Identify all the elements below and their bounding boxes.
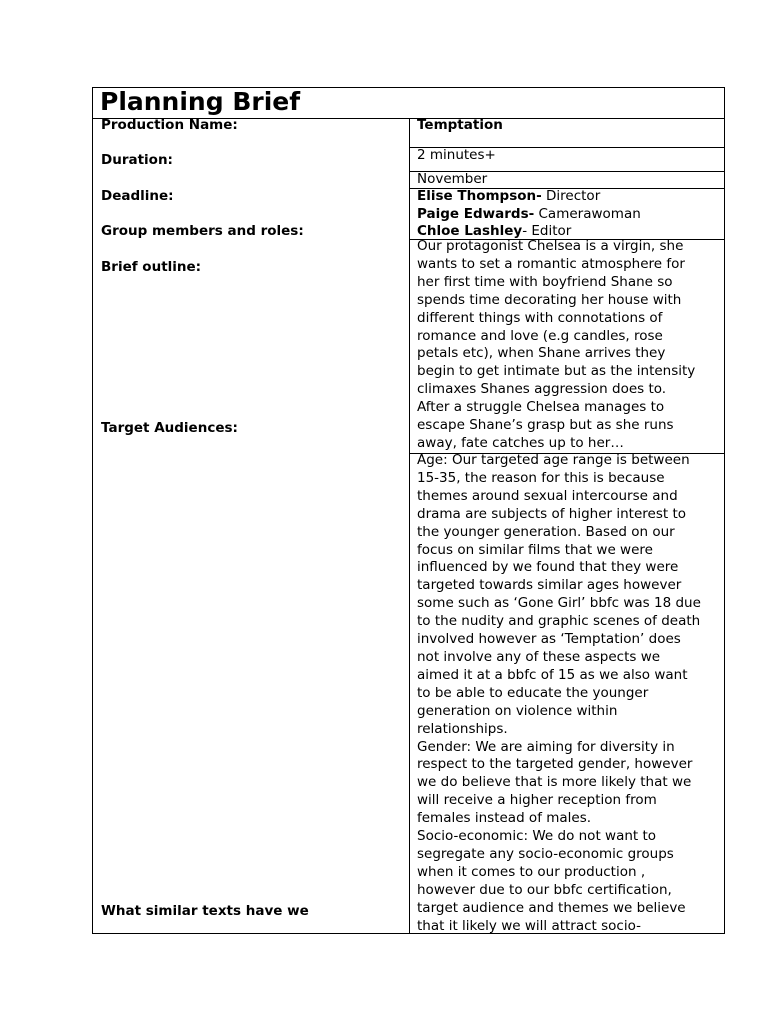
member-role: - Editor — [522, 223, 572, 239]
text-line: begin to get intimate but as the intensity — [417, 363, 696, 380]
member-role: Director — [541, 188, 601, 204]
member-row — [417, 187, 600, 205]
text-line: to the nudity and graphic scenes of death — [417, 613, 701, 630]
member-role: Camerawoman — [534, 206, 641, 222]
text-line: 15-35, the reason for this is because — [417, 469, 665, 486]
text-line: we do believe that is more likely that we — [417, 774, 692, 791]
label-brief-outline: Brief outline: — [101, 259, 202, 275]
text-line: some such as ‘Gone Girl’ bbfc was 18 due — [417, 595, 701, 612]
label-group-members: Group members and roles: — [101, 223, 304, 239]
text-line: her first time with boyfriend Shane so — [417, 273, 673, 290]
member-name: Paige Edwards- — [417, 206, 535, 222]
text-line: Age: Our targeted age range is between — [417, 452, 690, 468]
label-similar-texts: What similar texts have we — [101, 903, 309, 919]
member-name: Chloe Lashley — [417, 223, 523, 239]
text-line: escape Shane’s grasp but as she runs — [417, 417, 674, 434]
text-line: generation on violence within — [417, 702, 618, 719]
text-line: After a struggle Chelsea manages to — [417, 399, 665, 416]
text-line: focus on similar films that we were — [417, 541, 653, 558]
column-divider — [409, 118, 410, 933]
text-line: that it likely we will attract socio- — [417, 917, 641, 934]
value-deadline: November — [417, 171, 488, 187]
text-line: will receive a higher reception from — [417, 792, 657, 809]
value-duration: 2 minutes+ — [417, 147, 496, 163]
text-line: however due to our bbfc certification, — [417, 881, 672, 898]
text-line: involved however as ‘Temptation’ does — [417, 631, 681, 648]
text-line: wants to set a romantic atmosphere for — [417, 255, 685, 272]
target-audiences-text — [417, 452, 721, 935]
text-line: Our protagonist Chelsea is a virgin, she — [417, 238, 684, 254]
text-line: influenced by we found that they were — [417, 559, 679, 576]
title-row — [93, 88, 724, 119]
label-deadline: Deadline: — [101, 188, 174, 204]
brief-outline-text — [417, 238, 721, 453]
label-production-name: Production Name: — [101, 117, 238, 133]
text-line: different things with connotations of — [417, 309, 663, 326]
text-line: spends time decorating her house with — [417, 291, 682, 308]
text-line: climaxes Shanes aggression does to. — [417, 381, 667, 398]
text-line: the younger generation. Based on our — [417, 523, 675, 540]
text-line: when it comes to our production , — [417, 863, 646, 880]
text-line: females instead of males. — [417, 810, 592, 827]
text-line: aimed it at a bbfc of 15 as we also want — [417, 666, 688, 683]
text-line: targeted towards similar ages however — [417, 577, 682, 594]
text-line: drama are subjects of higher interest to — [417, 505, 687, 522]
text-line: themes around sexual intercourse and — [417, 487, 678, 504]
planning-brief-table — [92, 87, 725, 934]
value-production-name: Temptation — [417, 117, 503, 133]
text-line: Socio-economic: We do not want to — [417, 828, 657, 845]
label-duration: Duration: — [101, 152, 173, 168]
text-line: not involve any of these aspects we — [417, 648, 661, 665]
member-row — [417, 205, 641, 223]
text-line: respect to the targeted gender, however — [417, 756, 693, 773]
text-line: relationships. — [417, 720, 508, 737]
label-target-audiences: Target Audiences: — [101, 420, 238, 436]
text-line: target audience and themes we believe — [417, 899, 686, 916]
text-line: away, fate catches up to her… — [417, 434, 624, 451]
text-line: petals etc), when Shane arrives they — [417, 345, 666, 362]
text-line: segregate any socio-economic groups — [417, 845, 674, 862]
document-title: Planning Brief — [100, 87, 301, 116]
member-name: Elise Thompson- — [417, 188, 542, 204]
text-line: romance and love (e.g candles, rose — [417, 327, 663, 344]
text-line: Gender: We are aiming for diversity in — [417, 738, 675, 755]
text-line: to be able to educate the younger — [417, 684, 649, 701]
